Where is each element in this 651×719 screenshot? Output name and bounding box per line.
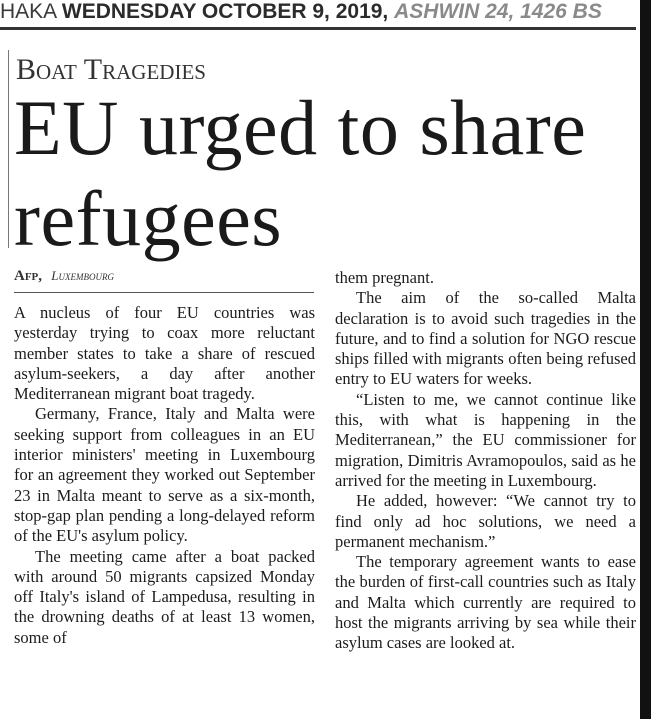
article-column-left — [14, 303, 315, 648]
page-header — [0, 0, 640, 26]
article-headline — [14, 82, 636, 264]
paragraph: them pregnant. — [335, 268, 434, 287]
kicker-vertical-rule — [8, 50, 9, 248]
paragraph: A nucleus of four EU countries was yesterday trying to coax more reluctant member states to take a share of rescued asylum-seekers, a day after another Mediterranean migrant boat tragedy. — [14, 303, 315, 404]
byline-place: Luxembourg — [51, 268, 114, 283]
paragraph: The aim of the so-called Malta declaration is to avoid such tragedies in the future, and to find a solution for NGO rescue ships filled with migrants often being refused entry to EU waters for weeks. — [335, 288, 636, 389]
article-byline — [14, 268, 114, 284]
header-paper-name: HAKA — [0, 0, 62, 23]
paragraph: Germany, France, Italy and Malta were seeking support from colleagues in an EU interior ministers' meeting in Luxembourg for an agreement they worked out September 23 in Malta meant to serve as a six-month, stop-gap plan pending a long-delayed reform of the EU's asylum policy. — [14, 404, 315, 546]
header-divider — [0, 27, 636, 30]
paragraph: “Listen to me, we cannot continue like this, with what is happening in the Mediterranean,” the EU commissioner for migration, Dimitris Avramopoulos, said as he arrived for the meeting in Luxembourg. — [335, 389, 636, 490]
article-column-right — [335, 268, 636, 654]
byline-divider — [14, 292, 314, 293]
header-nepali-date: ASHWIN 24, 1426 BS — [394, 0, 602, 23]
headline-line-2: refugees — [14, 175, 283, 262]
article-kicker: Boat Tragedies — [16, 53, 206, 86]
paragraph: The meeting came after a boat packed with around 50 migrants capsized Monday off Italy's island of Lampedusa, resulting in the drowning deaths of at least 13 women, some of — [14, 546, 315, 647]
paragraph: He added, however: “We cannot try to find only ad hoc solutions, we need a permanent mechanism.” — [335, 491, 636, 551]
byline-agency: Afp, — [14, 268, 43, 284]
paragraph: The temporary agreement wants to ease the burden of first-call countries such as Italy and Malta which currently are required to host the migrants arriving by sea while their asylum cases are looked at. — [335, 552, 636, 653]
page-edge-bar — [640, 0, 651, 719]
header-date: WEDNESDAY OCTOBER 9, 2019, — [61, 0, 395, 23]
headline-line-1: EU urged to share — [14, 84, 587, 171]
